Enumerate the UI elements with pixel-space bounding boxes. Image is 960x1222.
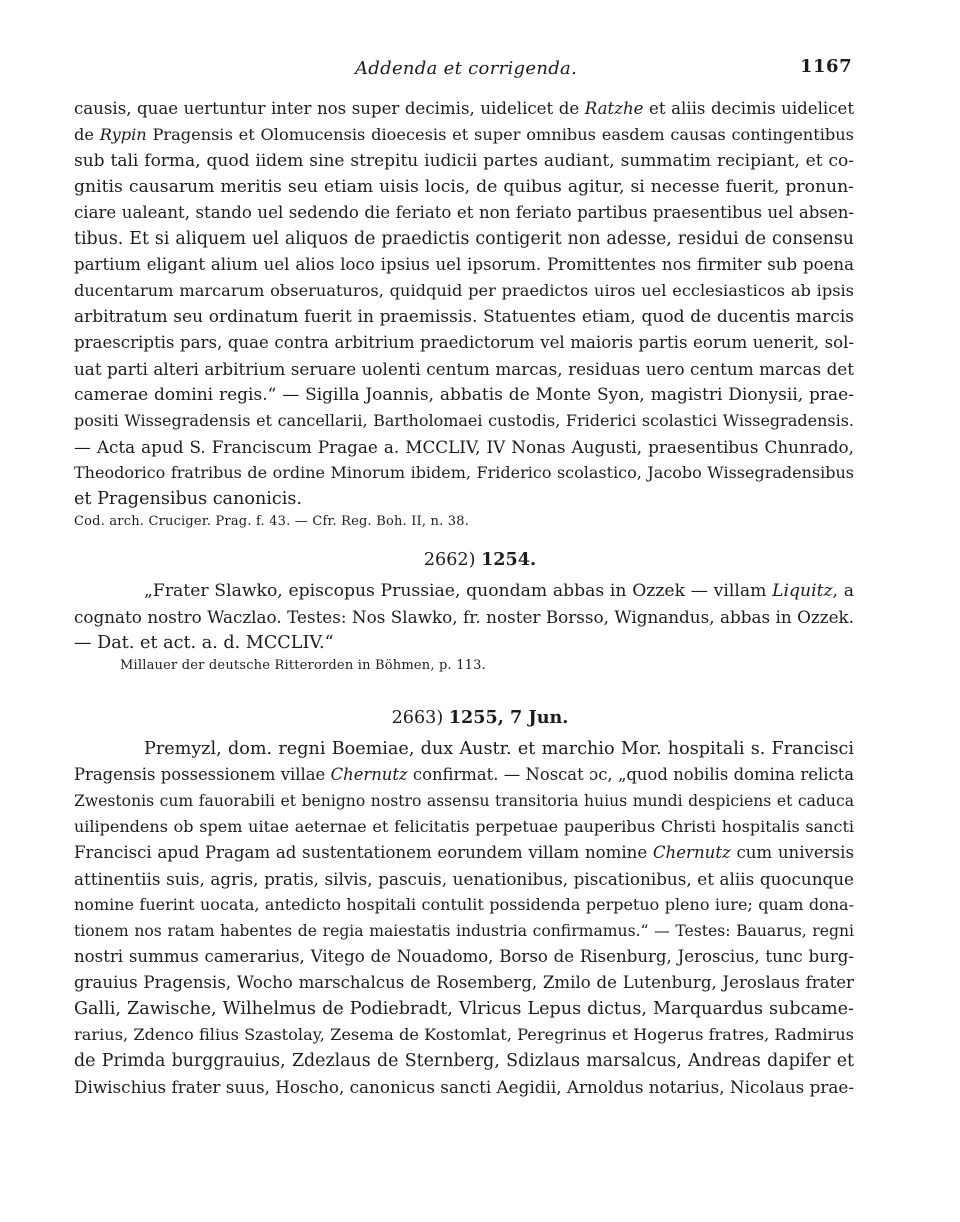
continued-document-text <box>74 96 854 532</box>
text-line: et Pragensibus canonicis. <box>74 489 303 509</box>
text-line: — Acta apud S. Franciscum Pragae a. MCCLIV, IV Nonas Augusti, praesentibus Chunrado, <box>74 437 854 457</box>
text-line: gnitis causarum meritis seu etiam uisis locis, de quibus agitur, si necesse fuerit, pronun- <box>74 177 854 197</box>
text-line: camerae domini regis.“ — Sigilla Joannis, abbatis de Monte Syon, magistri Dionysii, prae- <box>74 385 854 405</box>
document-heading-2662 <box>0 548 960 572</box>
text-line: Zwestonis cum fauorabili et benigno nostro assensu transitoria huius mundi despiciens et caduca <box>74 792 854 810</box>
text-line: de Rypin Pragensis et Olomucensis dioecesis et super omnibus easdem causas contingentibus <box>74 125 854 144</box>
text-line: Theodorico fratribus de ordine Minorum ibidem, Friderico scolastico, Jacobo Wissegradensibus <box>74 463 854 482</box>
text-line: arbitratum seu ordinatum fuerit in praemissis. Statuentes etiam, quod de ducentis marcis <box>74 307 854 327</box>
text-line: positi Wissegradensis et cancellarii, Bartholomaei custodis, Friderici scolastici Wissegradensis. <box>74 411 854 430</box>
source-citation: Millauer der deutsche Ritterorden in Böhmen, p. 113. <box>120 658 486 673</box>
text-line: nostri summus camerarius, Vitego de Nouadomo, Borso de Risenburg, Jeroscius, tunc burg- <box>74 947 854 966</box>
document-number: 2663) <box>391 708 444 728</box>
document-text-2662 <box>74 578 854 676</box>
text-line: praescriptis pars, quae contra arbitrium praedictorum vel maioris partis eorum uenerit, sol- <box>74 333 854 352</box>
text-line: ciare ualeant, stando uel sedendo die feriato et non feriato partibus praesentibus uel absen- <box>74 203 854 222</box>
page-number: 1167 <box>800 56 853 77</box>
text-line: uat parti alteri arbitrium seruare uolenti centum marcas, residuas uero centum marcas det <box>74 359 854 379</box>
text-line: Francisci apud Pragam ad sustentationem eorundem villam nomine Chernutz cum universis <box>74 843 854 862</box>
text-line: nomine fuerint uocata, antedicto hospitali contulit possidenda perpetuo pleno iure; quam dona- <box>74 895 854 914</box>
text-line: cognato nostro Waczlao. Testes: Nos Slawko, fr. noster Borsso, Wignandus, abbas in Ozzek. <box>74 607 854 627</box>
page-header <box>0 56 960 86</box>
text-line: de Primda burggrauius, Zdezlaus de Sternberg, Sdizlaus marsalcus, Andreas dapifer et <box>74 1051 854 1071</box>
text-line: grauius Pragensis, Wocho marschalcus de Rosemberg, Zmilo de Lutenburg, Jeroslaus frater <box>74 973 854 992</box>
document-number: 2662) <box>423 550 476 570</box>
text-line: ducentarum marcarum obseruaturos, quidquid per praedictos uiros uel ecclesiasticos ab ipsis <box>74 281 854 300</box>
document-text-2663 <box>74 736 854 1100</box>
text-line: partium eligant alium uel alios loco ipsius uel ipsorum. Promittentes nos firmiter sub poena <box>74 255 854 274</box>
text-line: rarius, Zdenco filius Szastolay, Zesema de Kostomlat, Peregrinus et Hogerus fratres, Radmirus <box>74 1025 854 1044</box>
running-title: Addenda et corrigenda. <box>355 58 578 79</box>
text-line: uilipendens ob spem uitae aeternae et felicitatis perpetuae pauperibus Christi hospitalis sancti <box>74 817 854 836</box>
text-line: „Frater Slawko, episcopus Prussiae, quondam abbas in Ozzek — villam Liquitz, a <box>144 581 854 601</box>
source-citation: Cod. arch. Cruciger. Prag. f. 43. — Cfr. Reg. Boh. II, n. 38. <box>74 514 470 529</box>
text-line: Diwischius frater suus, Hoscho, canonicus sancti Aegidii, Arnoldus notarius, Nicolaus prae- <box>74 1077 854 1097</box>
text-line: Pragensis possessionem villae Chernutz confirmat. — Noscat ɔc, „quod nobilis domina relicta <box>74 765 854 784</box>
text-line: sub tali forma, quod iidem sine strepitu iudicii partes audiant, summatim recipiant, et co- <box>74 151 854 171</box>
text-line: — Dat. et act. a. d. MCCLIV.“ <box>74 633 334 653</box>
text-line: tibus. Et si aliquem uel aliquos de praedictis contigerit non adesse, residui de consensu <box>74 229 854 249</box>
text-line: Galli, Zawische, Wilhelmus de Podiebradt, Vlricus Lepus dictus, Marquardus subcame- <box>74 999 854 1019</box>
document-heading-2663 <box>0 706 960 730</box>
text-line: attinentiis suis, agris, pratis, silvis, pascuis, uenationibus, piscationibus, et aliis quocunque <box>74 869 854 889</box>
text-line: Premyzl, dom. regni Boemiae, dux Austr. et marchio Mor. hospitali s. Francisci <box>144 739 854 759</box>
text-line: tionem nos ratam habentes de regia maiestatis industria confirmamus.“ — Testes: Bauarus, regni <box>74 922 854 940</box>
text-line: causis, quae uertuntur inter nos super decimis, uidelicet de Ratzhe et aliis decimis uidelicet <box>74 99 854 118</box>
document-date: 1255, 7 Jun. <box>448 707 569 728</box>
document-date: 1254. <box>481 549 537 570</box>
